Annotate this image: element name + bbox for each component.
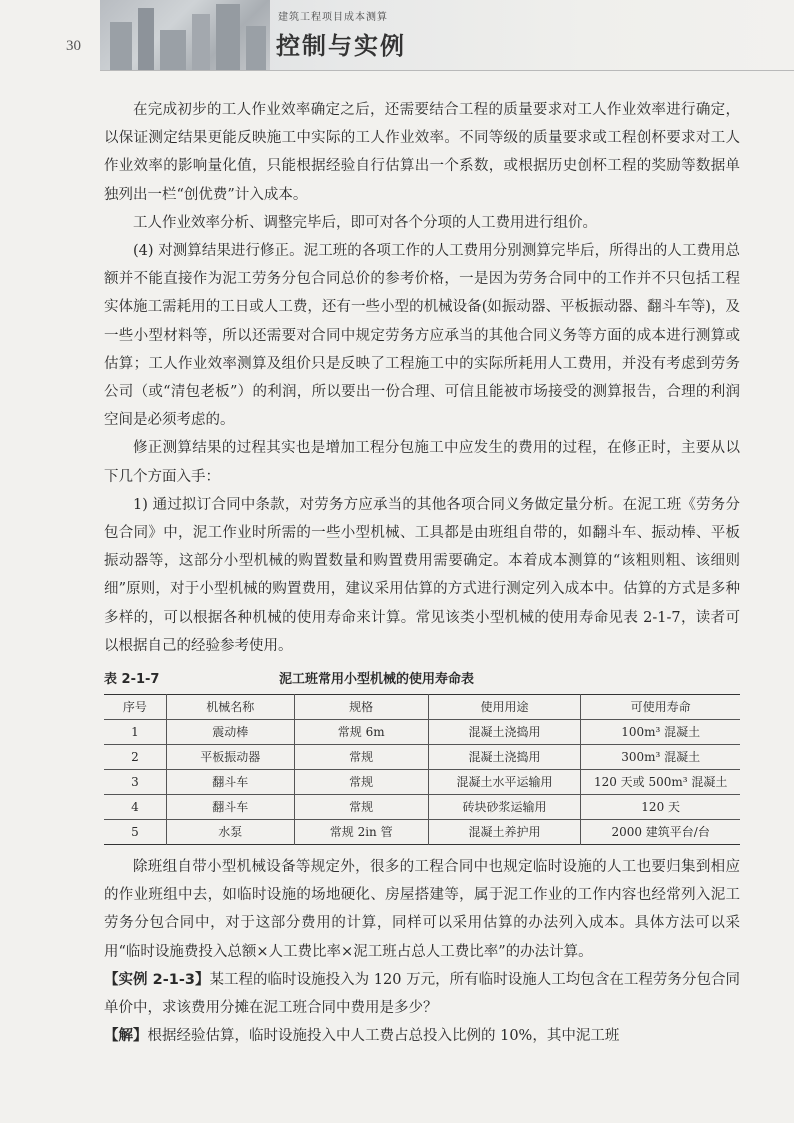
table-row [104, 745, 740, 770]
table-header-row [104, 695, 740, 720]
paragraph: 工人作业效率分析、调整完毕后，即可对各个分项的人工费用进行组价。 [133, 214, 597, 231]
table-cell: 300m³ 混凝土 [581, 745, 740, 770]
table-title: 泥工班常用小型机械的使用寿命表 [279, 672, 475, 688]
header-divider [100, 70, 794, 71]
table-header-cell: 序号 [104, 695, 166, 720]
table-cell: 水泵 [166, 820, 294, 845]
table-cell: 震动棒 [166, 720, 294, 745]
table-row [104, 820, 740, 845]
series-title: 建筑工程项目成本测算 [278, 12, 388, 23]
table-cell: 混凝土水平运输用 [428, 770, 581, 795]
table-cell: 常规 [294, 745, 428, 770]
table-row [104, 770, 740, 795]
table-cell: 4 [104, 795, 166, 820]
header-city-photo [100, 0, 270, 70]
table-cell: 120 天或 500m³ 混凝土 [581, 770, 740, 795]
table-cell: 常规 2in 管 [294, 820, 428, 845]
page-body [104, 96, 740, 1050]
solution-paragraph [104, 1022, 740, 1050]
table-cell: 常规 [294, 770, 428, 795]
example-label: 【实例 2-1-3】 [104, 971, 210, 988]
table-row [104, 720, 740, 745]
table-cell: 混凝土养护用 [428, 820, 581, 845]
table-cell: 常规 [294, 795, 428, 820]
table-caption [104, 670, 740, 690]
machinery-life-table-block [104, 670, 740, 845]
example-text: 某工程的临时设施投入为 120 万元，所有临时设施人工均包含在工程劳务分包合同单价中，求该费用分摊在泥工班合同中费用是多少？ [104, 971, 740, 1017]
table-cell: 常规 6m [294, 720, 428, 745]
table-header-cell: 可使用寿命 [581, 695, 740, 720]
table-cell: 翻斗车 [166, 770, 294, 795]
table-cell: 120 天 [581, 795, 740, 820]
table-cell: 翻斗车 [166, 795, 294, 820]
table-cell: 2 [104, 745, 166, 770]
table-number: 表 2-1-7 [104, 672, 160, 688]
book-title: 控制与实例 [276, 32, 406, 60]
paragraph: 除班组自带小型机械设备等规定外，很多的工程合同中也规定临时设施的人工也要归集到相应的作业班组中去，如临时设施的场地硬化、房屋搭建等，属于泥工作业的工作内容也经常列入泥工劳务分包合同中，对于这部分费用的计算，同样可以采用估算的办法列入成本。具体方法可以采用“临时设施费投入总额×人工费比率×泥工班占总人工费比率”的办法计算。 [104, 859, 740, 960]
table-cell: 3 [104, 770, 166, 795]
table-header-cell: 规格 [294, 695, 428, 720]
paragraph: 1) 通过拟订合同中条款，对劳务方应承当的其他各项合同义务做定量分析。在泥工班《劳务分包合同》中，泥工作业时所需的一些小型机械、工具都是由班组自带的，如翻斗车、振动棒、平板振动器等，这部分小型机械的购置数量和购置费用需要确定。本着成本测算的“该粗则粗、该细则细”原则，对于小型机械的购置费用，建议采用估算的方式进行测定列入成本中。估算的方式是多种多样的，可以根据各种机械的使用寿命来计算。常见该类小型机械的使用寿命见表 2-1-7，读者可以根据自己的经验参考使用。 [104, 496, 740, 654]
table-cell: 平板振动器 [166, 745, 294, 770]
solution-text: 根据经验估算，临时设施投入中人工费占总投入比例的 10%，其中泥工班 [147, 1028, 620, 1045]
page-header [0, 0, 794, 78]
solution-label: 【解】 [104, 1028, 148, 1045]
table-cell: 5 [104, 820, 166, 845]
page-number: 30 [66, 38, 81, 54]
table-cell: 2000 建筑平台/台 [581, 820, 740, 845]
table-header-cell: 机械名称 [166, 695, 294, 720]
table-header-cell: 使用用途 [428, 695, 581, 720]
table-cell: 砖块砂浆运输用 [428, 795, 581, 820]
example-paragraph [104, 966, 740, 1022]
table-cell: 混凝土浇捣用 [428, 720, 581, 745]
paragraph: 在完成初步的工人作业效率确定之后，还需要结合工程的质量要求对工人作业效率进行确定，以保证测定结果更能反映施工中实际的工人作业效率。不同等级的质量要求或工程创杯要求对工人作业效率的影响量化值，只能根据经验自行估算出一个系数，或根据历史创杯工程的奖励等数据单独列出一栏“创优费”计入成本。 [104, 102, 740, 203]
table-row [104, 795, 740, 820]
paragraph: (4) 对测算结果进行修正。泥工班的各项工作的人工费用分别测算完毕后，所得出的人工费用总额并不能直接作为泥工劳务分包合同总价的参考价格，一是因为劳务合同中的工作并不只包括工程实体施工需耗用的工日或人工费，还有一些小型的机械设备(如振动器、平板振动器、翻斗车等)，及一些小型材料等，所以还需要对合同中规定劳务方应承当的其他合同义务等方面的成本进行测算或估算；工人作业效率测算及组价只是反映了工程施工中的实际所耗用人工费用，并没有考虑到劳务公司（或“清包老板”）的利润，所以要出一份合理、可信且能被市场接受的测算报告，合理的利润空间是必须考虑的。 [104, 243, 740, 429]
table-cell: 混凝土浇捣用 [428, 745, 581, 770]
machinery-life-table [104, 694, 740, 845]
paragraph: 修正测算结果的过程其实也是增加工程分包施工中应发生的费用的过程，在修正时，主要从以下几个方面入手： [104, 440, 740, 485]
table-cell: 100m³ 混凝土 [581, 720, 740, 745]
table-cell: 1 [104, 720, 166, 745]
